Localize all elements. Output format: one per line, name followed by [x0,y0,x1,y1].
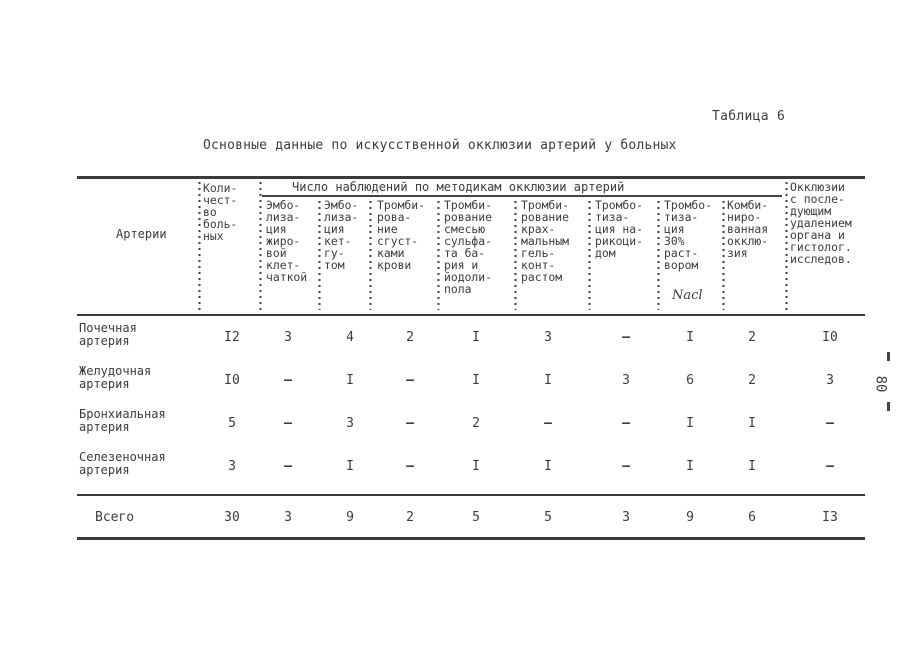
table-label: Таблица 6 [712,109,786,124]
total-cell: 3 [622,510,630,525]
page-number [872,352,904,412]
table-cell: – [826,459,834,474]
header-methods-group: Число наблюдений по методикам окклюзии артерий [292,180,625,194]
table-cell: – [622,416,630,431]
total-label: Всего [95,510,135,525]
header-outcome: Окклюзии с после- дующим удалением органа и гистолог. исследов. [790,180,852,266]
header-method-4: Тромби- рование смесью сульфа- та ба- рия и йодоли- пола [444,198,493,296]
methods-group-rule [262,195,782,197]
total-cell: 6 [748,510,756,525]
table-cell: I [686,330,694,345]
header-bottom-rule [77,314,865,316]
table-cell: – [622,459,630,474]
row-label: Селезеночная артерия [79,450,166,477]
table-cell: 3 [622,373,630,388]
table-cell: I2 [224,330,240,345]
col-divider-6 [514,199,517,310]
total-cell: 2 [406,510,414,525]
total-cell: 9 [686,510,694,525]
table-cell: – [826,416,834,431]
col-divider-9 [722,199,725,310]
total-cell: 5 [472,510,480,525]
table-cell: 2 [748,373,756,388]
table-cell: – [406,459,414,474]
total-cell: 3 [284,510,292,525]
table-cell: 6 [686,373,694,388]
top-rule [77,176,865,179]
table-cell: I [544,373,552,388]
table-cell: I [472,330,480,345]
table-cell: 3 [228,459,236,474]
header-method-2: Эмбо- лиза- ция кет- гу- том [324,198,359,272]
table-cell: 3 [826,373,834,388]
table-cell: – [406,373,414,388]
col-divider-7 [588,199,591,310]
table-cell: 2 [748,330,756,345]
page-number-dash-top [887,352,890,361]
table-cell: – [406,416,414,431]
col-divider-1 [198,180,201,310]
header-method-3: Тромби- рова- ние сгуст- ками крови [377,198,426,272]
page-number-text: 80 [872,375,889,393]
table-cell: – [622,330,630,345]
table-cell: 2 [406,330,414,345]
table-cell: I [472,459,480,474]
total-cell: 9 [346,510,354,525]
table-cell: 3 [284,330,292,345]
row-label: Желудочная артерия [79,364,152,391]
total-cell: 5 [544,510,552,525]
table-cell: – [284,416,292,431]
header-artery: Артерии [116,227,167,241]
col-divider-3 [318,199,321,310]
row-label: Почечная артерия [79,321,137,348]
total-cell: I3 [822,510,838,525]
table-cell: 2 [472,416,480,431]
table-cell: I0 [822,330,838,345]
table-cell: 3 [346,416,354,431]
table-cell: I [686,416,694,431]
handwritten-nacl: Nacl [672,288,703,303]
total-cell: 30 [224,510,240,525]
col-divider-8 [657,199,660,310]
table-cell: 4 [346,330,354,345]
table-cell: I [686,459,694,474]
table-cell: – [544,416,552,431]
header-method-1: Эмбо- лиза- ция жиро- вой клет- чаткой [266,198,308,284]
header-count: Коли- чест- во боль- ных [203,181,238,243]
table-cell: I0 [224,373,240,388]
header-method-7: Тромбо- тиза- ция 30% раст- вором [664,198,713,272]
table-cell: I [748,416,756,431]
table-cell: 3 [544,330,552,345]
header-method-8: Комби- ниро- ванная окклю- зия [727,198,769,260]
col-divider-2 [259,180,262,310]
table-cell: I [748,459,756,474]
table-cell: I [472,373,480,388]
total-top-rule [77,494,865,496]
bottom-rule [77,537,865,540]
table-cell: 5 [228,416,236,431]
header-method-5: Тромби- рование крах- мальным гель- конт- растом [521,198,570,284]
table-cell: I [346,373,354,388]
table-cell: I [544,459,552,474]
table-cell: – [284,373,292,388]
page-number-dash-bottom [887,402,890,411]
table-title: Основные данные по искусственной окклюзии артерий у больных [203,138,677,153]
table-cell: – [284,459,292,474]
col-divider-5 [437,199,440,310]
table-cell: I [346,459,354,474]
col-divider-4 [369,199,372,310]
col-divider-10 [785,180,788,310]
header-method-6: Тромбо- тиза- ция на- рикоци- дом [595,198,644,260]
row-label: Бронхиальная артерия [79,407,166,434]
